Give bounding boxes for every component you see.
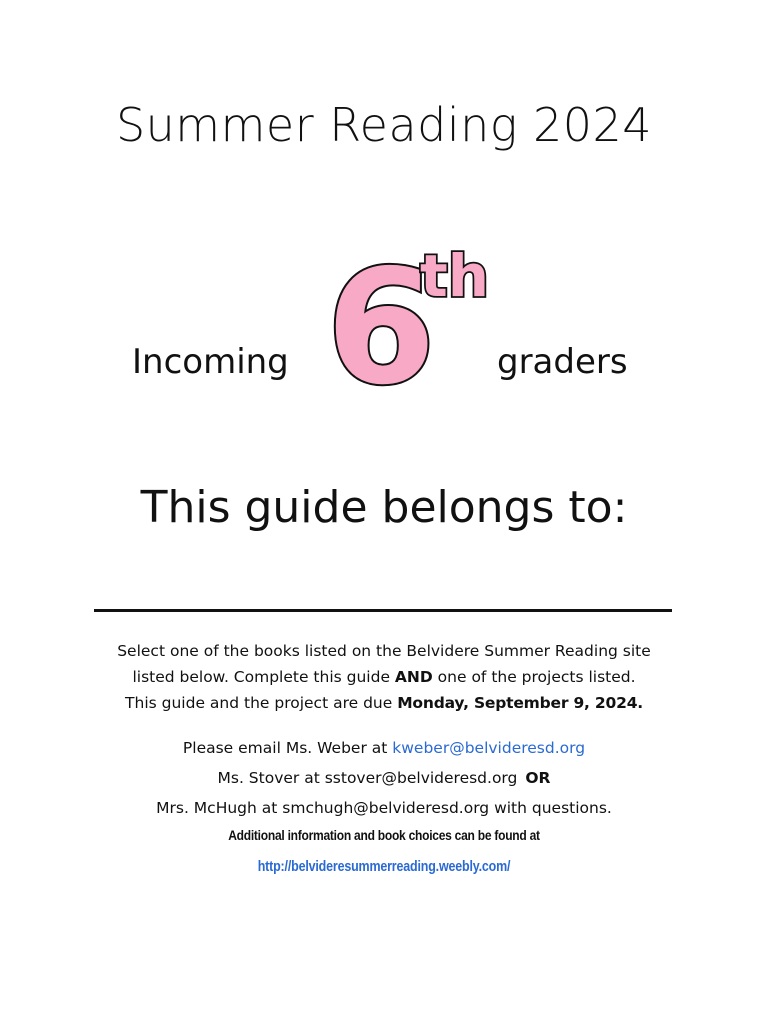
instructions-line-3-text: This guide and the project are due: [125, 694, 398, 712]
contact-mchugh: Mrs. McHugh at smchugh@belvideresd.org with questions.: [156, 799, 612, 817]
grade-suffix: th: [420, 242, 490, 310]
instructions-line-2-end: one of the projects listed.: [432, 668, 636, 686]
or-label: OR: [525, 769, 551, 787]
additional-info-text: Additional information and book choices can be found at: [228, 827, 540, 843]
instructions-paragraph: [40, 638, 728, 716]
contacts-block: [40, 733, 728, 823]
and-emphasis: AND: [394, 668, 433, 686]
grade-number: 6: [326, 236, 436, 392]
website-link[interactable]: http://belvideresummerreading.weebly.com/: [257, 859, 511, 875]
name-signature-line: [94, 609, 672, 612]
sixth-grade-graphic: [318, 222, 498, 392]
instructions-line-2-text: listed below. Complete this guide: [132, 668, 395, 686]
instructions-line-3: [40, 690, 728, 716]
contact-weber-text: Please email Ms. Weber at: [182, 739, 393, 757]
contact-weber: [40, 733, 728, 763]
contact-stover-text: Ms. Stover at sstover@belvideresd.org: [217, 769, 518, 787]
instructions-line-2: [40, 664, 728, 690]
graders-label: graders: [497, 342, 628, 382]
contact-stover: [40, 763, 728, 793]
weber-email-link[interactable]: kweber@belvideresd.org: [392, 739, 586, 757]
incoming-label: Incoming: [132, 342, 289, 382]
due-date: Monday, September 9, 2024.: [397, 694, 643, 712]
instructions-line-1: Select one of the books listed on the Belvidere Summer Reading site: [117, 642, 651, 660]
belongs-heading: This guide belongs to:: [140, 482, 628, 533]
page-title: Summer Reading 2024: [115, 98, 653, 152]
